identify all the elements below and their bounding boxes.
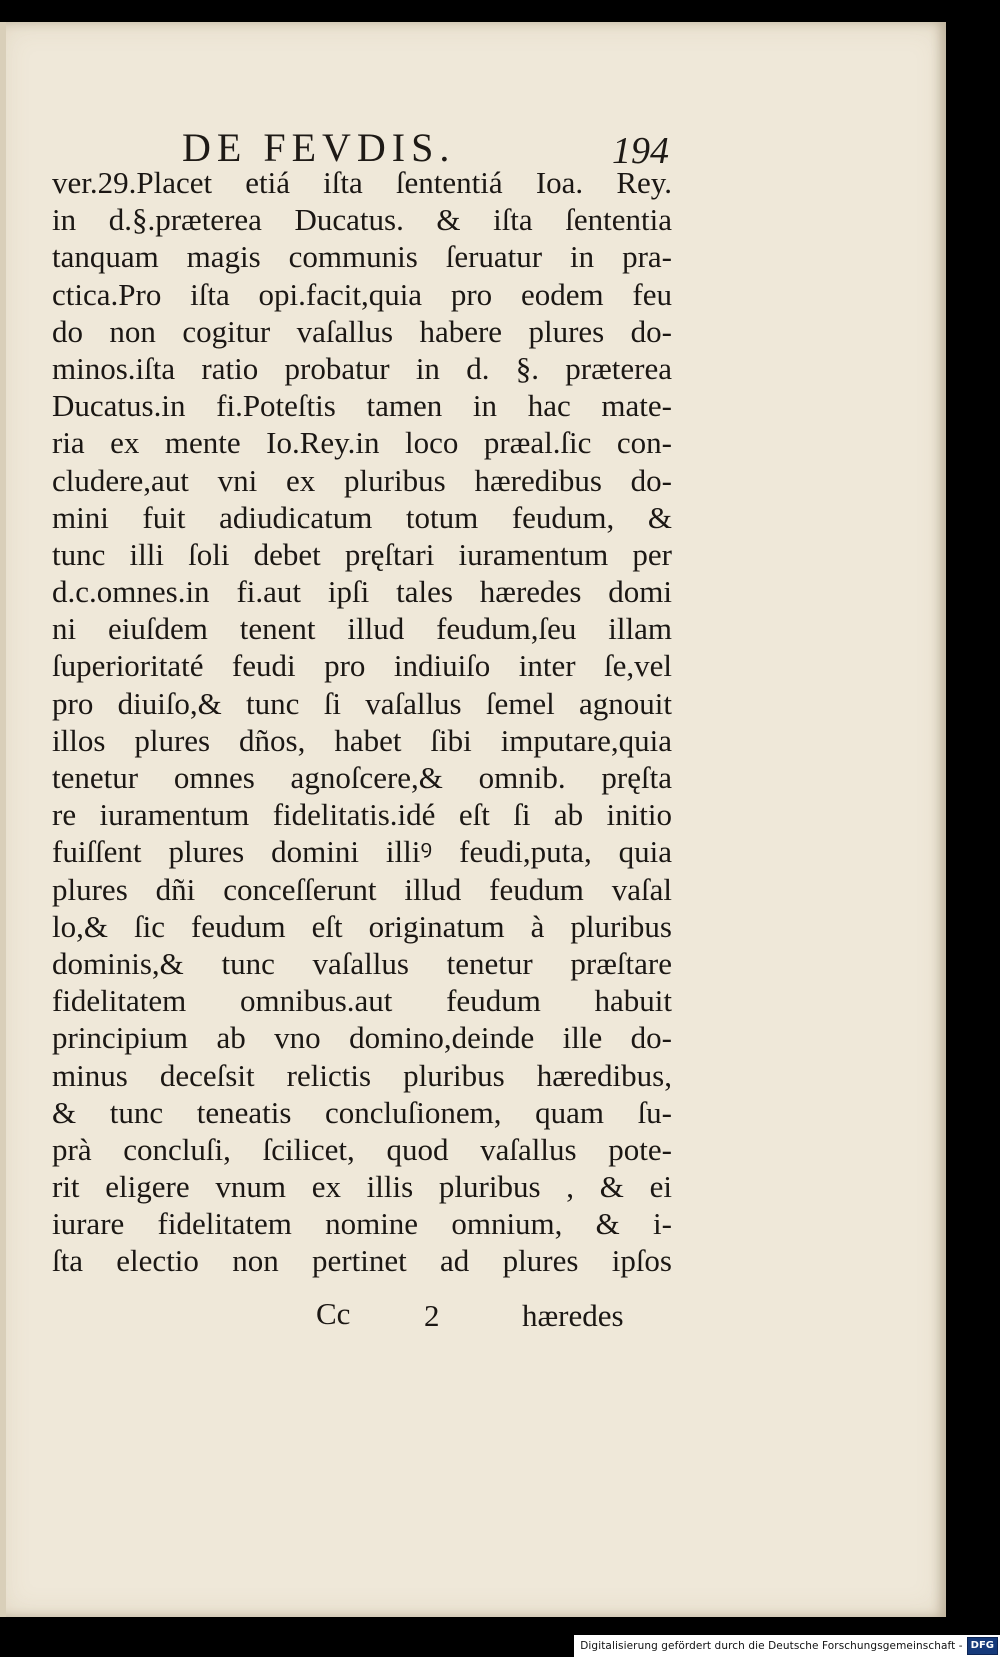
text-line: in d.§.præterea Ducatus. & iſta ſententia <box>52 202 672 238</box>
text-line: minos.iſta ratio probatur in d. §. præterea <box>52 350 672 386</box>
text-line: plures dñi conceſſerunt illud feudum vaſal <box>52 871 672 907</box>
digitization-credit <box>574 1635 1000 1657</box>
text-line: & tunc teneatis concluſionem, quam ſu- <box>52 1094 672 1130</box>
dfg-logo-icon: DFG <box>967 1637 998 1655</box>
text-line: lo,& ſic feudum eſt originatum à pluribus <box>52 908 672 944</box>
text-line: prà concluſi, ſcilicet, quod vaſallus pote- <box>52 1131 672 1167</box>
text-line: Ducatus.in fi.Poteſtis tamen in hac mate- <box>52 388 672 424</box>
text-line: tanquam magis communis ſeruatur in pra- <box>52 239 672 275</box>
page-edge <box>0 22 6 1617</box>
signature-mark: Cc <box>316 1296 351 1331</box>
text-line: ver.29.Placet etiá iſta ſententiá Ioa. Rey. <box>52 165 672 200</box>
text-line: tenetur omnes agnoſcere,& omnib. pręſta <box>52 760 672 795</box>
text-line: pro diuiſo,& tunc ſi vaſallus ſemel agnouit <box>52 685 672 721</box>
text-line: fuiſſent plures domini illiꝰ feudi,puta, quia <box>52 834 672 870</box>
page-footer <box>0 1290 946 1340</box>
text-line: d.c.omnes.in fi.aut ipſi tales hæredes domi <box>52 574 672 610</box>
credit-text: Digitalisierung gefördert durch die Deutsche Forschungsgemeinschaft - <box>580 1640 963 1652</box>
signature-number: 2 <box>424 1298 440 1333</box>
text-line: mini fuit adiudicatum totum feudum, & <box>52 499 672 535</box>
text-line: illos plures dños, habet ſibi imputare,quia <box>52 722 672 758</box>
text-line: principium ab vno domino,deinde ille do- <box>52 1020 672 1056</box>
text-line: ſta electio non pertinet ad plures ipſos <box>52 1243 672 1279</box>
text-line: dominis,& tunc vaſallus tenetur præſtare <box>52 945 672 981</box>
body-text <box>52 164 672 1280</box>
text-line: do non cogitur vaſallus habere plures do- <box>52 313 672 349</box>
folio-number: 194 <box>612 130 669 172</box>
text-line: minus deceſsit relictis pluribus hæredibus, <box>52 1057 672 1093</box>
text-line: tunc illi ſoli debet pręſtari iuramentum per <box>52 536 672 572</box>
text-line: ria ex mente Io.Rey.in loco præal.ſic con- <box>52 425 672 461</box>
text-line: ni eiuſdem tenent illud feudum,ſeu illam <box>52 611 672 647</box>
text-line: ctica.Pro iſta opi.facit,quia pro eodem feu <box>52 276 672 312</box>
page-header <box>0 108 946 172</box>
text-line: ſuperioritaté feudi pro indiuiſo inter ſe,vel <box>52 648 672 684</box>
text-line: rit eligere vnum ex illis pluribus , & ei <box>52 1169 672 1205</box>
text-line: iurare fidelitatem nomine omnium, & i- <box>52 1206 672 1242</box>
catchword: hæredes <box>522 1298 624 1333</box>
text-line: cludere,aut vni ex pluribus hæredibus do- <box>52 462 672 498</box>
text-line: re iuramentum fidelitatis.idé eſt ſi ab initio <box>52 797 672 833</box>
running-title: DE FEVDIS. <box>182 125 456 170</box>
text-line: fidelitatem omnibus.aut feudum habuit <box>52 983 672 1019</box>
